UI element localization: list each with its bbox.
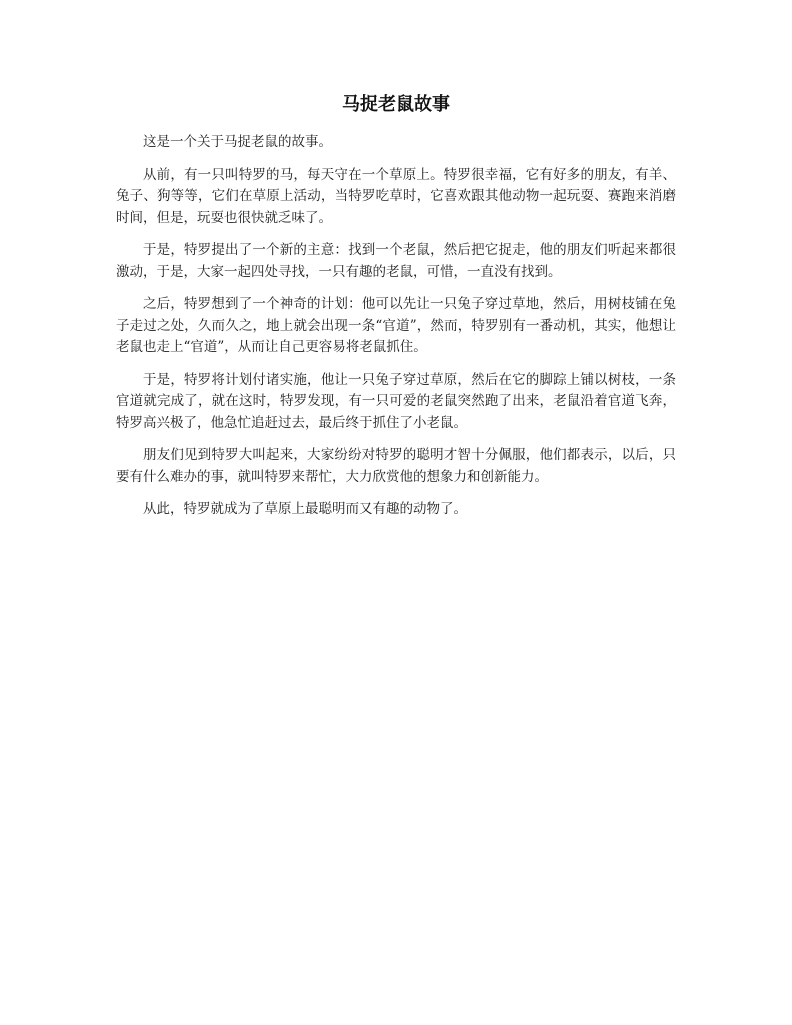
document-title: 马捉老鼠故事 xyxy=(342,94,450,115)
document-body xyxy=(116,132,676,532)
paragraph-3: 于是，特罗提出了一个新的主意：找到一个老鼠，然后把它捉走，他的朋友们听起来都很激动，于是，大家一起四处寻找，一只有趣的老鼠，可惜，一直没有找到。 xyxy=(116,242,676,280)
paragraph-6: 朋友们见到特罗大叫起来，大家纷纷对特罗的聪明才智十分佩服，他们都表示，以后，只要有什么难办的事，就叫特罗来帮忙，大力欣赏他的想象力和创新能力。 xyxy=(116,447,676,485)
paragraph-4: 之后，特罗想到了一个神奇的计划：他可以先让一只兔子穿过草地，然后，用树枝铺在兔子走过之处，久而久之，地上就会出现一条“官道”，然而，特罗别有一番动机，其实，他想让老鼠也走上“官道”，从而让自己更容易将老鼠抓住。 xyxy=(116,296,676,355)
paragraph-5: 于是，特罗将计划付诸实施，他让一只兔子穿过草原，然后在它的脚踪上铺以树枝，一条官道就完成了，就在这时，特罗发现，有一只可爱的老鼠突然跑了出来，老鼠沿着官道飞奔，特罗高兴极了，他急忙追赶过去，最后终于抓住了小老鼠。 xyxy=(116,371,676,431)
paragraph-7: 从此，特罗就成为了草原上最聪明而又有趣的动物了。 xyxy=(143,501,467,517)
paragraph-1: 这是一个关于马捉老鼠的故事。 xyxy=(143,134,332,150)
paragraph-2: 从前，有一只叫特罗的马，每天守在一个草原上。特罗很幸福，它有好多的朋友，有羊、兔子、狗等等，它们在草原上活动，当特罗吃草时，它喜欢跟其他动物一起玩耍、赛跑来消磨时间，但是，玩耍也很快就乏味了。 xyxy=(116,166,676,226)
